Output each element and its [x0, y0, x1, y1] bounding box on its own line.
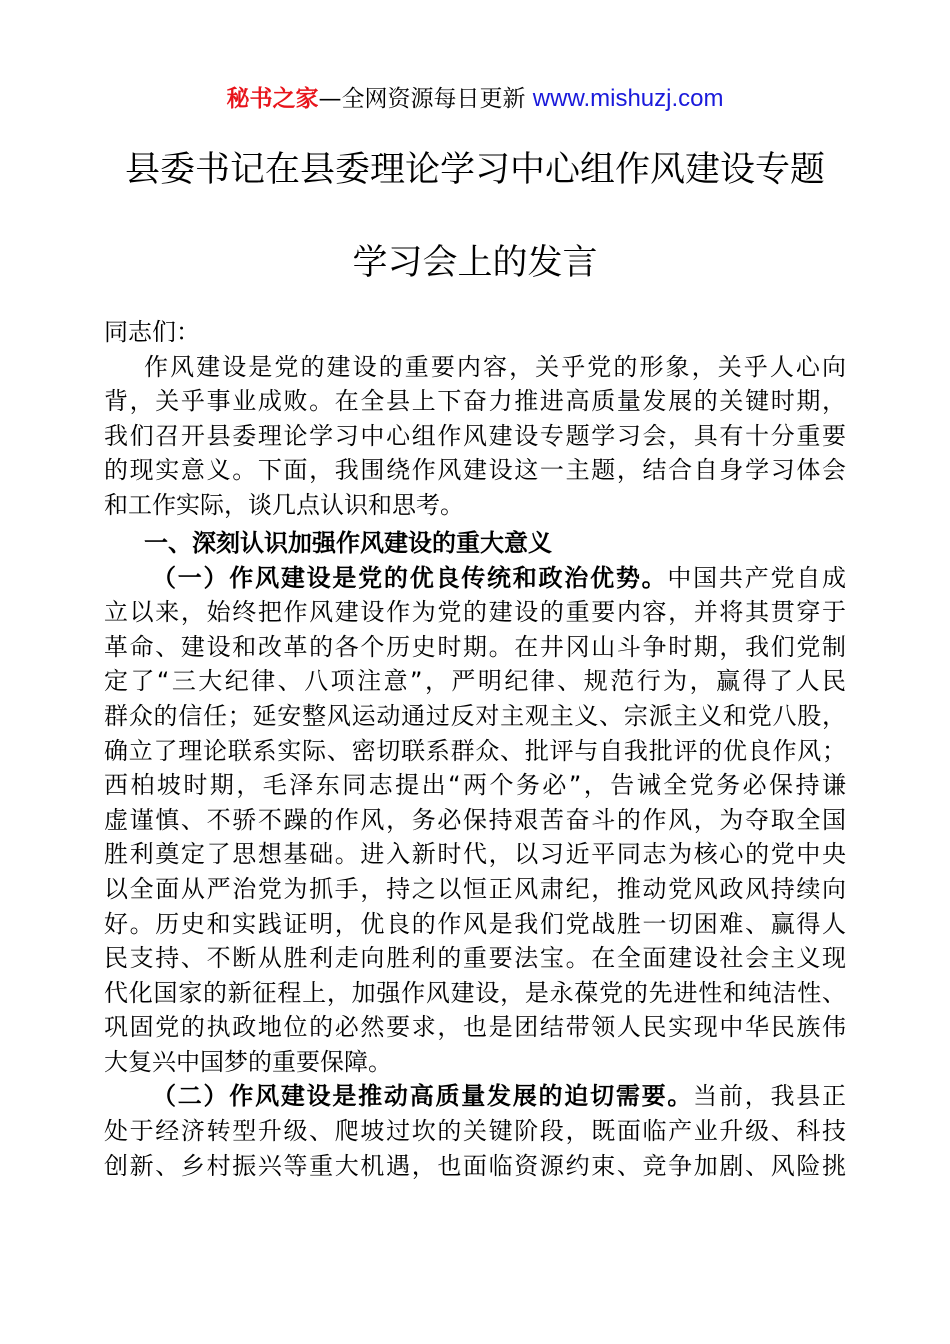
text-line: 确立了理论联系实际、密切联系群众、批评与自我批评的优良作风；	[104, 736, 846, 765]
text-line: 背，关乎事业成败。在全县上下奋力推进高质量发展的关键时期，	[104, 387, 846, 416]
text-line: 定了“三大纪律、八项注意”，严明纪律、规范行为，赢得了人民	[104, 667, 846, 696]
text-line: 和工作实际，谈几点认识和思考。	[104, 490, 464, 519]
text-line: 民支持、不断从胜利走向胜利的重要法宝。在全面建设社会主义现	[104, 944, 846, 973]
site-header	[0, 80, 950, 113]
paragraph-2	[104, 1079, 846, 1183]
text-line: 以全面从严治党为抓手，持之以恒正风肃纪，推动党风政风持续向	[104, 874, 846, 903]
site-url[interactable]: www.mishuzj.com	[532, 85, 724, 112]
text-line: 群众的信任；延安整风运动通过反对主观主义、宗派主义和党八股，	[104, 701, 846, 730]
text-line: 巩固党的执政地位的必然要求，也是团结带领人民实现中华民族伟	[104, 1013, 846, 1042]
brand-name: 秘书之家	[226, 86, 319, 112]
document-body	[104, 315, 846, 1183]
subheading: （二）作风建设是推动高质量发展的迫切需要。	[152, 1082, 694, 1111]
text-line: 代化国家的新征程上，加强作风建设，是永葆党的先进性和纯洁性、	[104, 978, 846, 1007]
text-line: 革命、建设和改革的各个历史时期。在井冈山斗争时期，我们党制	[104, 632, 846, 661]
intro-paragraph	[104, 350, 846, 523]
text-line: 我们召开县委理论学习中心组作风建设专题学习会，具有十分重要	[104, 421, 846, 450]
text-line: 处于经济转型升级、爬坡过坎的关键阶段，既面临产业升级、科技	[104, 1117, 846, 1146]
document-title-line2: 学习会上的发言	[352, 243, 598, 283]
document-title-line1: 县委书记在县委理论学习中心组作风建设专题	[124, 150, 825, 190]
subheading: （一）作风建设是党的优良传统和政治优势。	[152, 563, 668, 592]
text-line: 作风建设是党的建设的重要内容，关乎党的形象，关乎人心向	[144, 352, 846, 381]
text-line: 立以来，始终把作风建设作为党的建设的重要内容，并将其贯穿于	[104, 598, 846, 627]
text-line: 的现实意义。下面，我围绕作风建设这一主题，结合自身学习体会	[104, 456, 846, 485]
text-line: 好。历史和实践证明，优良的作风是我们党战胜一切困难、赢得人	[104, 909, 846, 938]
text-line: 创新、乡村振兴等重大机遇，也面临资源约束、竞争加剧、风险挑	[104, 1151, 846, 1180]
text-line: 西柏坡时期，毛泽东同志提出“两个务必”，告诫全党务必保持谦	[104, 771, 846, 800]
text-line: 虚谨慎、不骄不躁的作风，务必保持艰苦奋斗的作风，为夺取全国	[104, 805, 846, 834]
paragraph-1	[104, 561, 846, 1080]
text-segment: 中国共产党自成	[667, 563, 847, 592]
section-heading: 一、深刻认识加强作风建设的重大意义	[144, 528, 552, 557]
greeting: 同志们：	[104, 318, 200, 346]
text-line: 大复兴中国梦的重要保障。	[104, 1047, 392, 1076]
text-segment: 当前，我县正	[693, 1082, 847, 1111]
tagline: —全网资源每日更新	[318, 86, 533, 112]
text-line: 胜利奠定了思想基础。进入新时代，以习近平同志为核心的党中央	[104, 840, 846, 869]
